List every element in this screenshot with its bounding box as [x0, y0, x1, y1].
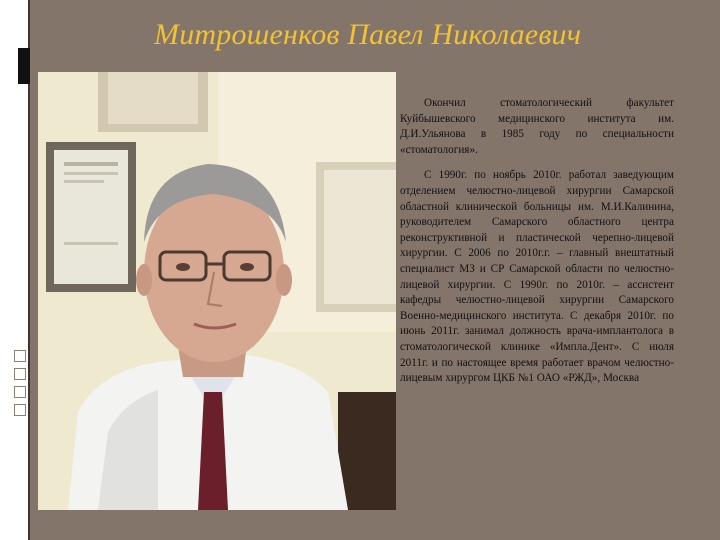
- bio-paragraph-education: Окончил стоматологический факультет Куйбышевского медицинского института им. Д.И.Ульянова в 1985 году по специальности «стоматология».: [400, 97, 674, 156]
- portrait-photo: [38, 72, 396, 510]
- decor-square: [14, 404, 26, 416]
- decor-square: [14, 368, 26, 380]
- bio-paragraph-career: С 1990г. по ноябрь 2010г. работал заведующим отделением челюстно-лицевой хирургии Самарской областной клинической больницы им. М.И.Калинина, руководителем Самарского областного центра реконструктивной и пластической черепно-лицевой хирургии. С 2006 по 2010г.г. – главный внештатный специалист МЗ и СР Самарской области по челюстно-лицевой хирургии. С 1990г. по 2010г. – ассистент кафедры челюстно-лицевой хирургии Самарского Военно-медицинского института. С декабря 2010г. по июнь 2011г. занимал должность врача-имплантолога в стоматологической клинике «Имплa.Дент». С июля 2011г. и по настоящее время работает врачом челюстно-лицевым хирургом ЦКБ №1 ОАО «РЖД», Москва: [400, 169, 674, 385]
- accent-bar: [18, 48, 30, 84]
- decor-square: [14, 350, 26, 362]
- side-decoration: [14, 350, 26, 422]
- slide-title: Митрошенков Павел Николаевич: [154, 18, 582, 51]
- decor-square: [14, 386, 26, 398]
- biography-text: [400, 96, 674, 397]
